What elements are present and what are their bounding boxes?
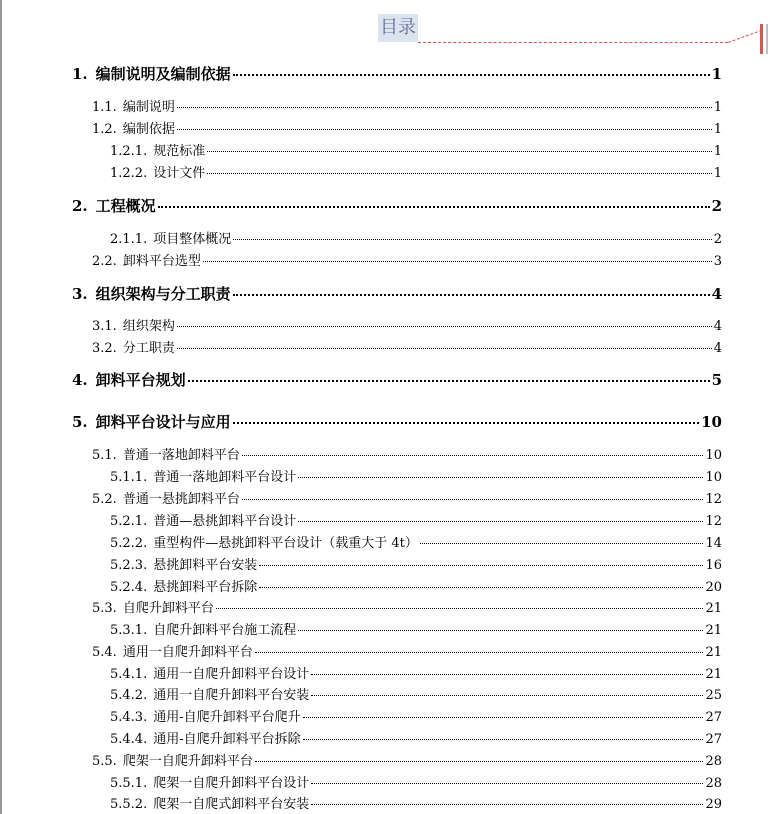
toc-entry-number: 1.2. (92, 122, 117, 137)
toc-entry-text: 通用一自爬升卸料平台 (122, 645, 253, 660)
toc-entry[interactable] (110, 162, 722, 182)
toc-entry[interactable] (92, 337, 722, 357)
toc-leader-dots (216, 608, 704, 609)
toc-entry-text: 爬架一自爬升卸料平台 (122, 754, 253, 769)
toc-entry-text: 通用一自爬升卸料平台设计 (153, 667, 310, 682)
toc-entry[interactable] (72, 63, 722, 85)
toc-entry-number: 5.4.2. (110, 688, 148, 703)
toc-entry-number: 4. (72, 371, 88, 389)
toc-entry-text: 自爬升卸料平台 (122, 601, 214, 616)
toc-entry[interactable] (110, 466, 722, 486)
toc-entry-text: 卸料平台规划 (95, 371, 186, 389)
toc-entry-text: 悬挑卸料平台拆除 (153, 580, 258, 595)
toc-leader-dots (177, 107, 712, 108)
toc-entry-text: 重型构件—悬挑卸料平台设计（载重大于 4t） (153, 536, 418, 551)
toc-entry-number: 2.1.1. (110, 232, 148, 247)
toc-page-number: 1 (713, 122, 722, 137)
toc-entry-number: 5.2. (92, 492, 117, 507)
toc-entry-number: 2. (72, 197, 88, 215)
toc-entry[interactable] (110, 140, 722, 160)
toc-page-number: 10 (705, 448, 722, 463)
toc-entry-number: 1. (72, 65, 88, 83)
toc-entry-number: 5.3.1. (110, 623, 148, 638)
toc-entry[interactable] (110, 663, 722, 683)
toc-entry-text: 编制依据 (122, 122, 175, 137)
toc-leader-dots (311, 674, 703, 675)
toc-entry-text: 悬挑卸料平台安装 (153, 558, 258, 573)
toc-page-number: 4 (713, 341, 722, 356)
toc-entry[interactable] (72, 195, 722, 217)
toc-entry-text: 卸料平台选型 (122, 254, 201, 269)
toc-entry-number: 5.3. (92, 601, 117, 616)
toc-page-number: 29 (705, 797, 722, 812)
toc-entry-text: 通用一自爬升卸料平台安装 (153, 688, 310, 703)
toc-entry[interactable] (92, 118, 722, 138)
toc-entry-text: 普通—悬挑卸料平台设计 (153, 514, 297, 529)
toc-page-number: 2 (711, 197, 722, 215)
toc-leader-dots (311, 804, 703, 805)
toc-title: 目录 (378, 14, 418, 42)
toc-entry[interactable] (110, 772, 722, 792)
toc-entry-number: 5.4. (92, 645, 117, 660)
toc-entry[interactable] (110, 532, 722, 552)
toc-leader-dots (188, 380, 710, 382)
toc-leader-dots (207, 173, 711, 174)
toc-page-number: 27 (705, 710, 722, 725)
toc-entry-number: 5.2.2. (110, 536, 148, 551)
toc-entry-number: 5.1.1. (110, 470, 148, 485)
toc-page-number: 21 (705, 645, 722, 660)
toc-leader-dots (203, 261, 712, 262)
toc-entry-text: 工程概况 (95, 197, 156, 215)
toc-entry-number: 1.2.1. (110, 144, 148, 159)
toc-leader-dots (242, 455, 704, 456)
toc-leader-dots (233, 74, 710, 76)
toc-entry[interactable] (92, 96, 722, 116)
toc-leader-dots (311, 783, 703, 784)
toc-entry-number: 5.5.2. (110, 797, 148, 812)
toc-page-number: 21 (705, 623, 722, 638)
toc-page-number: 21 (705, 667, 722, 682)
toc-page-number: 12 (705, 514, 722, 529)
toc-entry-text: 普通一落地卸料平台设计 (153, 470, 297, 485)
toc-entry[interactable] (110, 684, 722, 704)
toc-leader-dots (298, 477, 703, 478)
toc-leader-dots (242, 499, 704, 500)
toc-entry[interactable] (92, 444, 722, 464)
toc-page-number: 16 (705, 558, 722, 573)
toc-entry[interactable] (110, 728, 722, 748)
toc-leader-dots (420, 543, 704, 544)
toc-entry[interactable] (72, 283, 722, 305)
toc-entry-number: 5.4.1. (110, 667, 148, 682)
toc-entry-number: 5.2.3. (110, 558, 148, 573)
toc-page-number: 10 (705, 470, 722, 485)
toc-leader-dots (303, 717, 704, 718)
toc-entry[interactable] (72, 411, 722, 433)
toc-entry-number: 5.4.3. (110, 710, 148, 725)
toc-entry-text: 设计文件 (153, 166, 206, 181)
toc-leader-dots (233, 239, 711, 240)
toc-entry[interactable] (92, 750, 722, 770)
toc-page-number: 21 (705, 601, 722, 616)
toc-entry[interactable] (110, 619, 722, 639)
toc-entry-number: 1.2.2. (110, 166, 148, 181)
toc-entry[interactable] (110, 228, 722, 248)
toc-page-number: 28 (705, 754, 722, 769)
toc-entry-text: 爬架一自爬升卸料平台设计 (153, 776, 310, 791)
toc-page-number: 4 (711, 285, 722, 303)
toc-leader-dots (255, 652, 704, 653)
toc-leader-dots (259, 565, 703, 566)
toc-leader-dots (177, 129, 712, 130)
toc-entry[interactable] (72, 369, 722, 391)
toc-page-number: 5 (711, 371, 722, 389)
toc-page-number: 1 (713, 144, 722, 159)
toc-entry-number: 5.5. (92, 754, 117, 769)
toc-entry-number: 5.1. (92, 448, 117, 463)
toc-leader-dots (311, 695, 703, 696)
toc-entry[interactable] (110, 706, 722, 726)
toc-leader-dots (207, 151, 711, 152)
toc-entry-text: 分工职责 (122, 341, 175, 356)
toc-entry-number: 5.5.1. (110, 776, 148, 791)
toc-leader-dots (158, 206, 710, 208)
toc-leader-dots (259, 587, 703, 588)
toc-entry-number: 5.2.1. (110, 514, 148, 529)
toc-entry-text: 组织架构 (122, 319, 175, 334)
toc-page-number: 14 (705, 536, 722, 551)
toc-leader-dots (303, 739, 704, 740)
toc-page-number: 1 (713, 100, 722, 115)
toc-entry[interactable] (110, 554, 722, 574)
toc-entry[interactable] (110, 510, 722, 530)
toc-entry-number: 5.2.4. (110, 580, 148, 595)
toc-leader-dots (233, 294, 710, 296)
toc-entry-number: 2.2. (92, 254, 117, 269)
toc-entry[interactable] (92, 315, 722, 335)
toc-entry-text: 普通一悬挑卸料平台 (122, 492, 240, 507)
toc-page-number: 4 (713, 319, 722, 334)
toc-entry[interactable] (92, 641, 722, 661)
toc-entry-number: 1.1. (92, 100, 117, 115)
toc-entry-number: 3.1. (92, 319, 117, 334)
toc-leader-dots (255, 761, 704, 762)
toc-page-number: 3 (713, 254, 722, 269)
toc-entry-text: 卸料平台设计与应用 (95, 413, 231, 431)
toc-page-number: 2 (713, 232, 722, 247)
toc-entry-text: 组织架构与分工职责 (95, 285, 231, 303)
toc-entry-text: 自爬升卸料平台施工流程 (153, 623, 297, 638)
toc-entry[interactable] (110, 793, 722, 813)
toc-entry-text: 项目整体概况 (153, 232, 232, 247)
toc-leader-dots (233, 422, 699, 424)
toc-page-number: 1 (711, 65, 722, 83)
toc-page-number: 12 (705, 492, 722, 507)
toc-page-number: 20 (705, 580, 722, 595)
toc-entry-text: 编制说明 (122, 100, 175, 115)
toc-entry[interactable] (110, 576, 722, 596)
toc-entry-number: 5.4.4. (110, 732, 148, 747)
toc-entry-number: 3. (72, 285, 88, 303)
toc-page-number: 25 (705, 688, 722, 703)
toc-page-number: 27 (705, 732, 722, 747)
toc-leader-dots (298, 521, 703, 522)
toc-entry-text: 通用-自爬升卸料平台拆除 (153, 732, 301, 747)
toc-leader-dots (298, 630, 703, 631)
toc-leader-dots (177, 326, 712, 327)
toc-entry-number: 5. (72, 413, 88, 431)
toc-entry-number: 3.2. (92, 341, 117, 356)
toc-page-number: 1 (713, 166, 722, 181)
toc-entry-text: 普通一落地卸料平台 (122, 448, 240, 463)
toc-entry[interactable] (92, 488, 722, 508)
toc-entry-text: 爬架一自爬式卸料平台安装 (153, 797, 310, 812)
toc-entry[interactable] (92, 597, 722, 617)
toc-page-number: 10 (701, 413, 722, 431)
toc-entry-text: 规范标准 (153, 144, 206, 159)
toc-entry[interactable] (92, 250, 722, 270)
toc-page-number: 28 (705, 776, 722, 791)
toc-entry-text: 编制说明及编制依据 (95, 65, 231, 83)
toc-leader-dots (177, 348, 712, 349)
toc-entry-text: 通用-自爬升卸料平台爬升 (153, 710, 301, 725)
